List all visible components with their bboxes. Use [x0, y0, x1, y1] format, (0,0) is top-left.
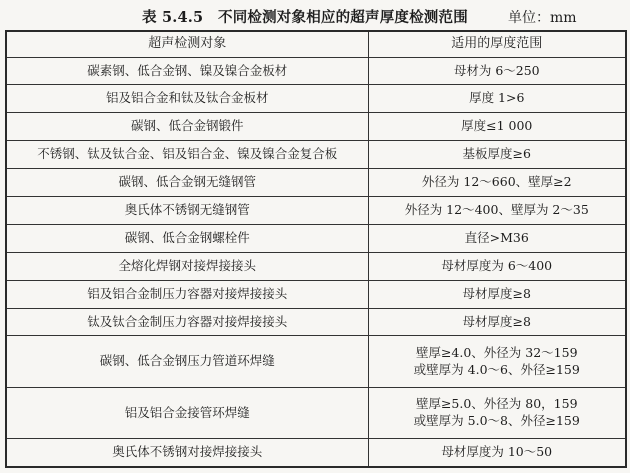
object-cell: 全熔化焊钢对接焊接接头	[6, 252, 368, 280]
object-cell: 碳钢、低合金钢无缝钢管	[6, 169, 368, 197]
object-cell: 碳素钢、低合金钢、镍及镍合金板材	[6, 57, 368, 85]
thickness-range-table	[5, 30, 627, 468]
table-row	[6, 85, 626, 113]
object-cell: 奥氏体不锈钢无缝钢管	[6, 196, 368, 224]
table-row	[6, 141, 626, 169]
table-title: 表 5.4.5 不同检测对象相应的超声厚度检测范围	[142, 9, 468, 26]
object-cell: 碳钢、低合金钢螺栓件	[6, 224, 368, 252]
table-row	[6, 439, 626, 467]
object-cell: 不锈钢、钛及钛合金、铝及铝合金、镍及镍合金复合板	[6, 141, 368, 169]
range-line: 壁厚≥5.0、外径为 80，159	[415, 396, 578, 412]
range-cell: 母材为 6～250	[368, 57, 626, 85]
range-line: 壁厚≥4.0、外径为 32～159	[415, 344, 578, 360]
range-line: 或壁厚为 5.0～8、外径≥159	[413, 413, 580, 429]
object-cell: 铝及铝合金接管环焊缝	[6, 387, 368, 439]
range-cell: 母材厚度为 6～400	[368, 252, 626, 280]
table-unit: 单位：mm	[508, 10, 577, 26]
range-line: 或壁厚为 4.0～6、外径≥159	[413, 361, 580, 377]
object-cell: 铝及铝合金和钛及钛合金板材	[6, 85, 368, 113]
range-cell	[368, 336, 626, 388]
table-row	[6, 252, 626, 280]
table-row	[6, 224, 626, 252]
range-cell: 基板厚度≥6	[368, 141, 626, 169]
table-header-row	[6, 31, 626, 57]
header-range: 适用的厚度范围	[368, 31, 626, 57]
object-cell: 奥氏体不锈钢对接焊接接头	[6, 439, 368, 467]
table-row	[6, 169, 626, 197]
range-cell: 母材厚度≥8	[368, 308, 626, 336]
range-cell: 母材厚度≥8	[368, 280, 626, 308]
range-cell: 外径为 12～400、壁厚为 2～35	[368, 196, 626, 224]
table-row	[6, 387, 626, 439]
table-row	[6, 280, 626, 308]
object-cell: 铝及铝合金制压力容器对接焊接接头	[6, 280, 368, 308]
range-cell: 厚度≤1 000	[368, 113, 626, 141]
table-row	[6, 113, 626, 141]
table-row	[6, 336, 626, 388]
range-cell: 外径为 12～660、壁厚≥2	[368, 169, 626, 197]
range-cell: 直径>M36	[368, 224, 626, 252]
range-cell	[368, 387, 626, 439]
range-cell: 母材厚度为 10～50	[368, 439, 626, 467]
object-cell: 钛及钛合金制压力容器对接焊接接头	[6, 308, 368, 336]
table-caption	[0, 6, 630, 28]
table-row	[6, 196, 626, 224]
object-cell: 碳钢、低合金钢压力管道环焊缝	[6, 336, 368, 388]
object-cell: 碳钢、低合金钢锻件	[6, 113, 368, 141]
range-cell: 厚度 1>6	[368, 85, 626, 113]
table-row	[6, 57, 626, 85]
table-row	[6, 308, 626, 336]
header-object: 超声检测对象	[6, 31, 368, 57]
